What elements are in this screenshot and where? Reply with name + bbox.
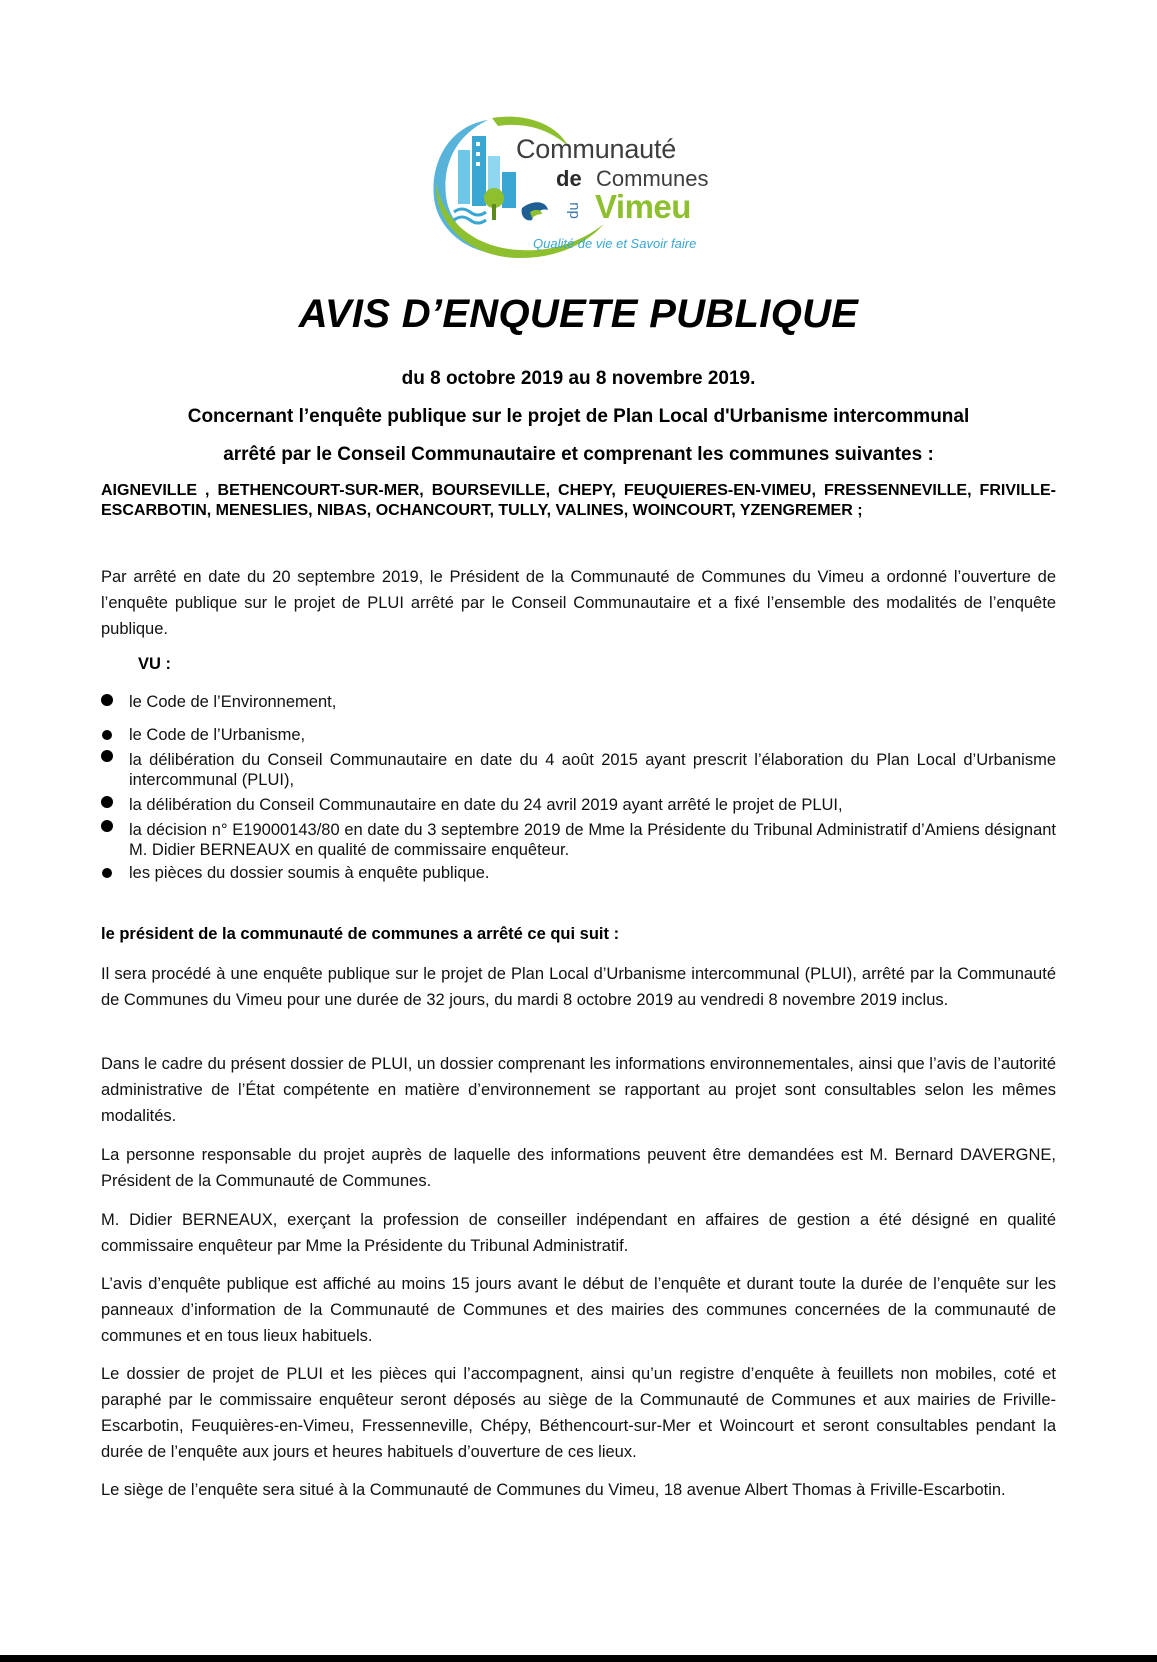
paragraph-commissioner: M. Didier BERNEAUX, exerçant la profession de conseiller indépendant en affaires de gestion a été désigné en qualité commissaire enquêteur par Mme la Présidente du Tribunal Administratif. <box>101 1211 1056 1255</box>
logo-line-communes: Communes <box>596 166 709 191</box>
list-item-text: les pièces du dossier soumis à enquête publique. <box>129 864 490 882</box>
notice-title: AVIS D’ENQUETE PUBLIQUE <box>298 292 859 336</box>
paragraph-posting: L’avis d’enquête publique est affiché au moins 15 jours avant le début de l’enquête et durant toute la durée de l’enquête sur les panneaux d’information de la Communauté de Communes et des mairies des communes concernées de la communauté de communes et en tous lieux habituels. <box>101 1275 1056 1345</box>
list-item-text: la décision n° E19000143/80 en date du 3 septembre 2019 de Mme la Présidente du Tribunal Administratif d’Amiens désignant M. Didier BERNEAUX en qualité de commissaire enquêteur. <box>129 821 1056 859</box>
list-item-text: le Code de l’Environnement, <box>129 693 337 711</box>
bullet-icon <box>101 820 113 832</box>
bullet-icon <box>101 796 113 808</box>
decision-heading: le président de la communauté de communes a arrêté ce qui suit : <box>101 925 620 943</box>
logo-line-communaute: Communauté <box>516 134 677 164</box>
paragraph-duration: Il sera procédé à une enquête publique sur le projet de Plan Local d’Urbanisme intercommunal (PLUI), arrêté par la Communauté de Communes du Vimeu pour une durée de 32 jours, du mardi 8 octobre 2019 au vendredi 8 novembre 2019 inclus. <box>101 965 1056 1009</box>
vu-heading <box>138 655 171 674</box>
enquiry-subject-continued: arrêté par le Conseil Communautaire et comprenant les communes suivantes : <box>223 444 934 465</box>
logo-tagline: Qualité de vie et Savoir faire <box>533 236 697 251</box>
vu-colon: : <box>160 655 172 673</box>
vu-label: VU <box>138 655 161 673</box>
logo-line-du: du <box>564 202 582 219</box>
bullet-icon <box>101 750 113 762</box>
communes-list: AIGNEVILLE , BETHENCOURT-SUR-MER, BOURSEVILLE, CHEPY, FEUQUIERES-EN-VIMEU, FRESSENNEVILLE, FRIVILLE-ESCARBOTIN, MENESLIES, NIBAS, OCHANCOURT, TULLY, VALINES, WOINCOURT, YZENGREMER ; <box>101 482 1056 519</box>
paragraph-seat: Le siège de l’enquête sera situé à la Communauté de Communes du Vimeu, 18 avenue Albert Thomas à Friville-Escarbotin. <box>101 1481 1006 1499</box>
logo-line-vimeu: Vimeu <box>595 188 691 225</box>
list-item-text: la délibération du Conseil Communautaire en date du 24 avril 2019 ayant arrêté le projet de PLUI, <box>129 796 843 814</box>
paragraph-environment: Dans le cadre du présent dossier de PLUI, un dossier comprenant les informations environnementales, ainsi que l’avis de l’autorité administrative de l’État compétente en matière d’environnement se rapportant au projet sont consultables selon les mêmes modalités. <box>101 1055 1056 1125</box>
intro-paragraph: Par arrêté en date du 20 septembre 2019, le Président de la Communauté de Communes du Vimeu a ordonné l’ouverture de l’enquête publique sur le projet de PLUI arrêté par le Conseil Communautaire et a fixé l’ensemble des modalités de l’enquête publique. <box>101 568 1056 638</box>
paragraph-dossier: Le dossier de projet de PLUI et les pièces qui l’accompagnent, ainsi qu’un registre d’enquête à feuillets non mobiles, coté et paraphé par le commissaire enquêteur seront déposés au siège de la Communauté de Communes et aux mairies de Friville-Escarbotin, Feuquières-en-Vimeu, Fressenneville, Chépy, Béthencourt-sur-Mer et Woincourt et seront consultables pendant la durée de l’enquête aux jours et heures habituels d’ouverture de ces lieux. <box>101 1365 1056 1461</box>
community-logo <box>428 112 738 260</box>
list-item-text: la délibération du Conseil Communautaire en date du 4 août 2015 ayant prescrit l’élaboration du Plan Local d’Urbanisme intercommunal (PLUI), <box>129 751 1056 789</box>
page-bottom-rule <box>0 1655 1157 1662</box>
bullet-icon <box>102 730 112 740</box>
enquiry-dates: du 8 octobre 2019 au 8 novembre 2019. <box>401 368 756 389</box>
bullet-icon <box>101 694 113 706</box>
paragraph-responsible: La personne responsable du projet auprès de laquelle des informations peuvent être demandées est M. Bernard DAVERGNE, Président de la Communauté de Communes. <box>101 1146 1056 1190</box>
logo-line-de: de <box>556 166 582 191</box>
list-item-text: le Code de l’Urbanisme, <box>129 726 306 744</box>
bullet-icon <box>102 868 112 878</box>
enquiry-subject: Concernant l’enquête publique sur le projet de Plan Local d'Urbanisme intercommunal <box>187 406 970 427</box>
